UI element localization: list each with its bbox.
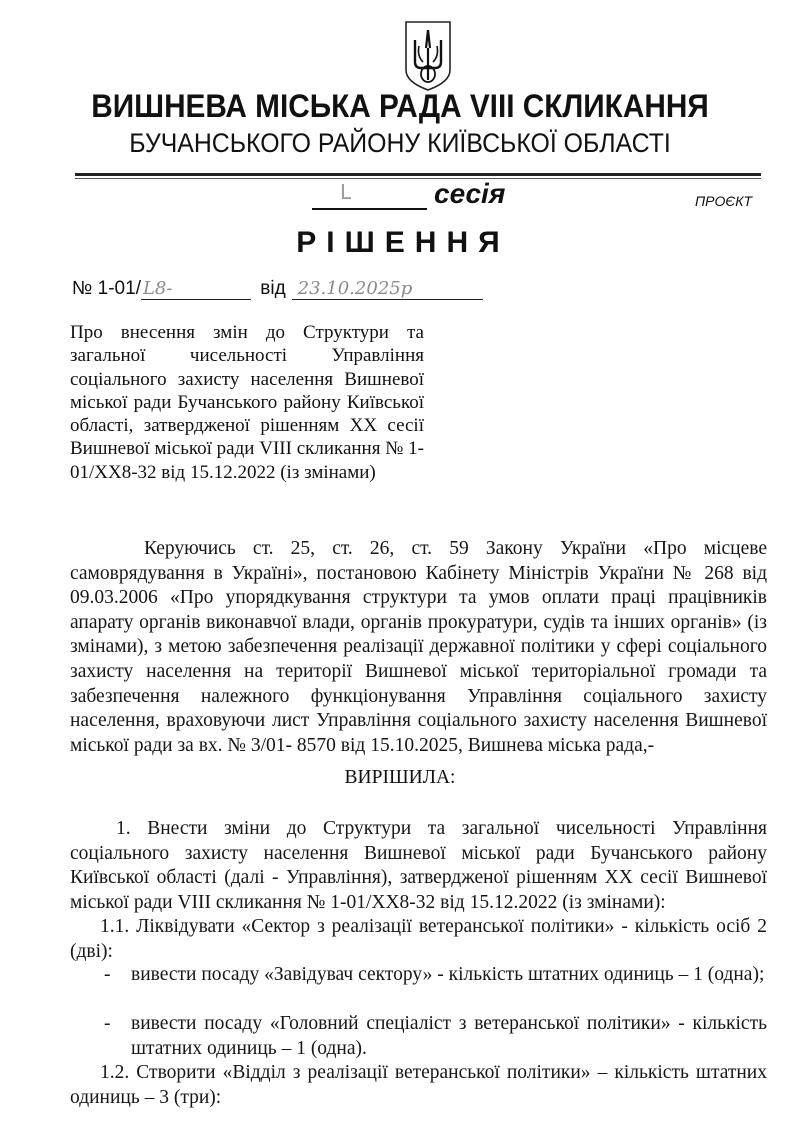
council-name-heading: ВИШНЕВА МІСЬКА РАДА VIII СКЛИКАННЯ xyxy=(91,88,709,124)
decision-subject: Про внесення змін до Структури та загальної чисельності Управління соціального захисту населення Вишневої міської ради Бучанського району Київської області, затвердженої рішенням ХХ сесії Вишневої міської ради VIII скликання № 1-01/ХХ8-32 від 15.12.2022 (із змінами) xyxy=(70,322,424,483)
item-1-1-paragraph: 1.1. Ліквідувати «Сектор з реалізації ветеранської політики» - кількість осіб 2 (дві): xyxy=(70,916,767,962)
bullet-item xyxy=(104,963,767,988)
document-title: РІШЕННЯ xyxy=(296,226,510,259)
decision-number-prefix: № 1-01/ xyxy=(72,278,141,299)
district-subheading: БУЧАНСЬКОГО РАЙОНУ КИЇВСЬКОЇ ОБЛАСТІ xyxy=(129,128,671,158)
decision-number-handwritten: L8- xyxy=(141,279,251,300)
bullet-dash: - xyxy=(104,1013,111,1034)
session-number-handwritten: L xyxy=(340,180,352,204)
decision-date-handwritten: 23.10.2025р xyxy=(292,279,483,300)
bullet-dash: - xyxy=(104,964,111,985)
ukraine-trident-coat-of-arms-icon xyxy=(403,18,453,92)
date-label: від xyxy=(260,278,286,299)
session-label: сесія xyxy=(434,178,506,209)
session-number-blank-line xyxy=(312,208,427,210)
header-divider-thick xyxy=(75,173,761,176)
item-1-2-paragraph: 1.2. Створити «Відділ з реалізації ветеранської політики» – кількість штатних одиниць – 3 (три): xyxy=(70,1062,767,1108)
item-1-paragraph: 1. Внести зміни до Структури та загальної чисельності Управління соціального захисту населення Вишневої міської ради Бучанського району Київської області (далі - Управління), затвердженої рішенням ХХ сесії Вишневої міської ради VIII скликання № 1-01/ХХ8-32 від 15.12.2022 (із змінами): xyxy=(70,818,767,913)
preamble-paragraph: Керуючись ст. 25, ст. 26, ст. 59 Закону України «Про місцеве самоврядування в Україні», постановою Кабінету Міністрів України № 268 від 09.03.2006 «Про упорядкування структури та умов оплати праці працівників апарату органів виконавчої влади, органів прокуратури, судів та інших органів» (із змінами), з метою забезпечення реалізації державної політики у сфері соціального захисту населення на території Вишневої міської територіальної громади та забезпечення належного функціонування Управління соціального захисту населення, враховуючи лист Управління соціального захисту населення Вишневої міської ради за вх. № 3/01- 8570 від 15.10.2025, Вишнева міська рада,- xyxy=(70,538,767,756)
bullet-text: вивести посаду «Головний спеціаліст з ветеранської політики» - кількість штатних одиниць – 1 (одна). xyxy=(131,1013,767,1059)
header-divider-thin xyxy=(75,178,761,179)
bullet-text: вивести посаду «Завідувач сектору» - кількість штатних одиниць – 1 (одна); xyxy=(131,964,765,985)
bullet-item xyxy=(104,1012,767,1061)
draft-label: ПРОЄКТ xyxy=(695,193,753,209)
decision-number-line xyxy=(72,278,483,300)
resolved-heading: ВИРІШИЛА: xyxy=(344,767,456,788)
